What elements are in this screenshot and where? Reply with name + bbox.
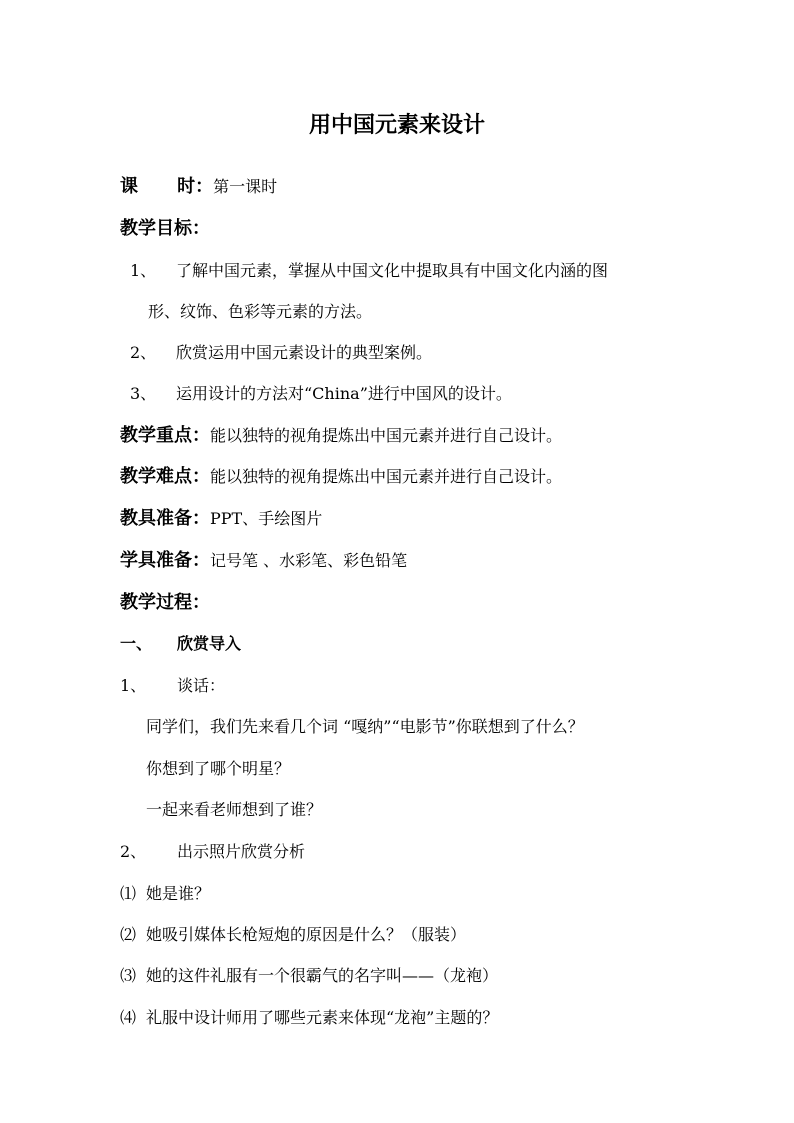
section-1-row (120, 634, 241, 654)
question-2 (120, 925, 466, 945)
teaching-tools-row (120, 509, 322, 529)
question-1 (120, 884, 210, 904)
step-2-num: 2、 (120, 842, 147, 861)
learning-tools-label: 学具准备： (120, 550, 210, 571)
section-1-title: 欣赏导入 (177, 634, 242, 653)
objective-item-3 (130, 384, 512, 404)
class-hour-label-a: 课 (120, 176, 138, 197)
class-hour-row (120, 177, 277, 197)
difficulty-row (120, 467, 562, 487)
teaching-tools-label: 教具准备： (120, 508, 210, 529)
objective-num-3: 3、 (130, 384, 157, 403)
objectives-heading: 教学目标： (120, 218, 210, 239)
step-1-line-1: 同学们，我们先来看几个词 “嘎纳”“电影节”你联想到了什么？ (146, 717, 584, 736)
question-2-num: ⑵ (120, 925, 137, 944)
question-4-text: 礼服中设计师用了哪些元素来体现“龙袍”主题的？ (146, 1008, 499, 1027)
question-4 (120, 1008, 498, 1028)
question-1-text: 她是谁？ (146, 884, 211, 903)
question-1-num: ⑴ (120, 884, 137, 903)
objective-text-2: 欣赏运用中国元素设计的典型案例。 (176, 343, 433, 362)
class-hour-value: 第一课时 (213, 177, 278, 196)
objective-num-2: 2、 (130, 343, 157, 362)
question-4-num: ⑷ (120, 1008, 137, 1027)
process-heading: 教学过程： (120, 592, 210, 613)
difficulty-value: 能以独特的视角提炼出中国元素并进行自己设计。 (210, 467, 563, 486)
objective-item-1 (130, 261, 608, 281)
objective-text-1: 了解中国元素，掌握从中国文化中提取具有中国文化内涵的图 (176, 261, 609, 280)
key-point-label: 教学重点： (120, 425, 210, 446)
step-1-line-3: 一起来看老师想到了谁？ (146, 800, 323, 819)
question-2-text: 她吸引媒体长枪短炮的原因是什么？（服装） (146, 925, 467, 944)
difficulty-label: 教学难点： (120, 466, 210, 487)
section-1-num: 一、 (120, 634, 153, 653)
step-1-line-2: 你想到了哪个明星？ (146, 759, 291, 778)
objective-item-2 (130, 343, 432, 363)
learning-tools-row (120, 551, 407, 571)
document-title: 用中国元素来设计 (308, 112, 485, 138)
class-hour-label-b: 时： (177, 176, 214, 197)
key-point-row (120, 426, 562, 446)
teaching-tools-value: PPT、手绘图片 (210, 509, 323, 528)
objective-text-3: 运用设计的方法对“China”进行中国风的设计。 (176, 384, 512, 403)
objective-num-1: 1、 (130, 261, 157, 280)
question-3-num: ⑶ (120, 966, 137, 985)
step-1-title: 谈话： (177, 676, 226, 695)
key-point-value: 能以独特的视角提炼出中国元素并进行自己设计。 (210, 426, 563, 445)
learning-tools-value: 记号笔 、水彩笔、彩色铅笔 (210, 551, 408, 570)
step-2-title: 出示照片欣赏分析 (177, 842, 306, 861)
step-2-row (120, 842, 305, 862)
objective-item-1-continued: 形、纹饰、色彩等元素的方法。 (148, 302, 373, 321)
step-1-num: 1、 (120, 676, 147, 695)
question-3 (120, 966, 498, 986)
question-3-text: 她的这件礼服有一个很霸气的名字叫——（龙袍） (146, 966, 499, 985)
step-1-row (120, 676, 225, 696)
